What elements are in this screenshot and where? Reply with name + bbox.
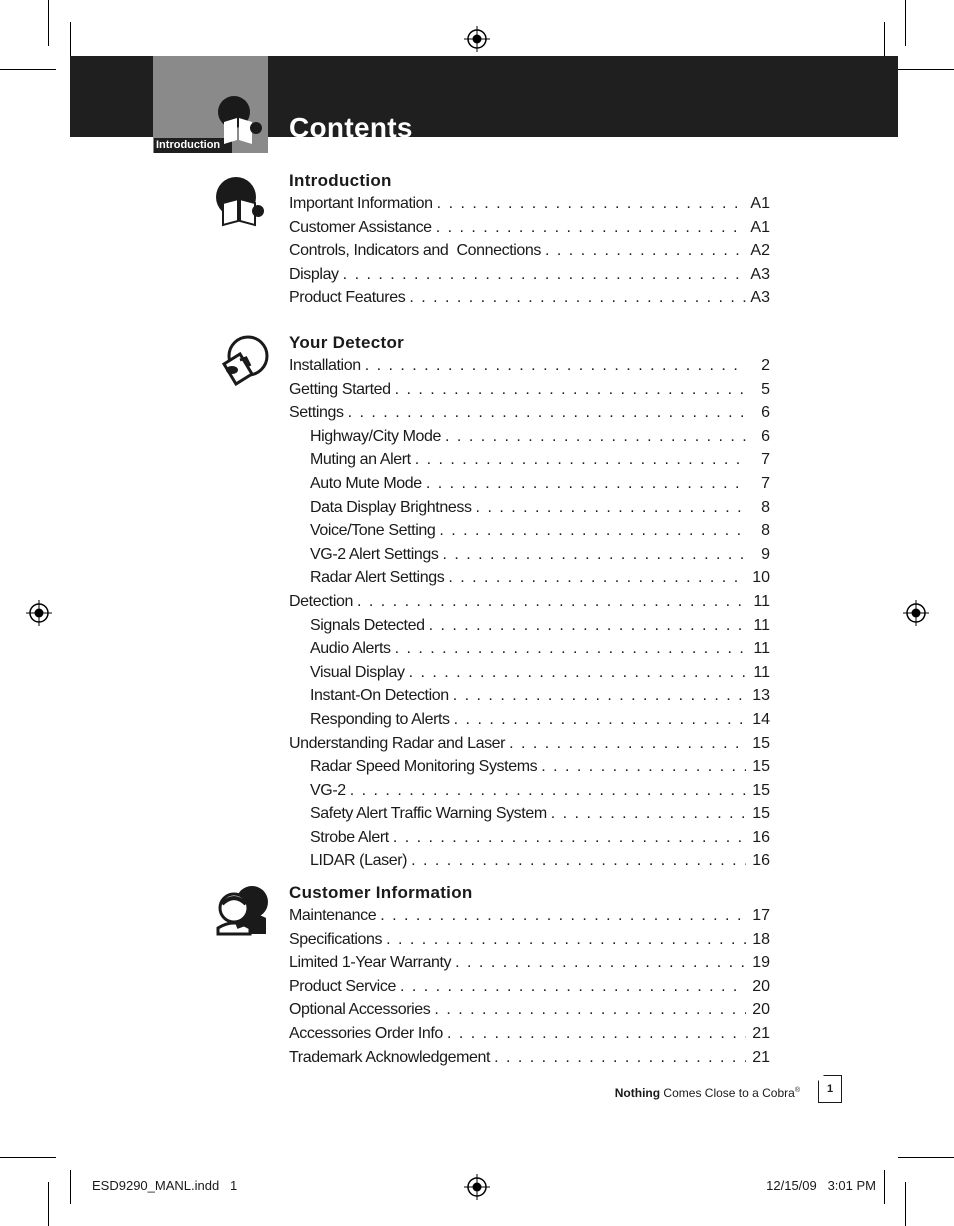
toc-entry-label: VG-2 Alert Settings bbox=[310, 545, 439, 563]
tagline-text: Comes Close to a Cobra bbox=[660, 1086, 795, 1100]
dot-leader bbox=[409, 286, 746, 310]
toc-entry[interactable] bbox=[289, 928, 770, 952]
dot-leader bbox=[426, 472, 746, 496]
crop-mark bbox=[898, 1157, 954, 1158]
registration-mark-icon bbox=[464, 26, 490, 52]
toc-entry[interactable] bbox=[289, 590, 770, 614]
toc-subentry[interactable] bbox=[289, 496, 770, 520]
toc-entry-page: 16 bbox=[752, 828, 770, 846]
toc-subentry[interactable] bbox=[289, 779, 770, 803]
toc-entry-label: Signals Detected bbox=[310, 616, 425, 634]
toc-entry-page: 10 bbox=[752, 569, 770, 587]
dot-leader bbox=[494, 1046, 746, 1070]
toc-entry[interactable] bbox=[289, 998, 770, 1022]
toc-subentry[interactable] bbox=[289, 543, 770, 567]
dot-leader bbox=[357, 590, 746, 614]
toc-entry-page: 11 bbox=[753, 616, 770, 634]
toc-entry-label: Customer Assistance bbox=[289, 218, 432, 236]
toc-entry-page: A2 bbox=[750, 242, 770, 260]
dot-leader bbox=[380, 904, 746, 928]
trademark-symbol: ® bbox=[794, 1087, 800, 1094]
toc-entry-page: A1 bbox=[750, 218, 770, 236]
toc-entry-label: Important Information bbox=[289, 195, 433, 212]
crop-mark bbox=[884, 22, 885, 56]
toc-subentry[interactable] bbox=[289, 826, 770, 850]
toc-entry-page: 16 bbox=[752, 852, 770, 870]
toc-entry-label: Product Features bbox=[289, 289, 406, 307]
registration-mark-icon bbox=[26, 600, 52, 626]
registration-mark-icon bbox=[903, 600, 929, 626]
toc-entry-page: 7 bbox=[761, 451, 770, 469]
toc-entry[interactable] bbox=[289, 263, 770, 287]
toc-entry-page: 8 bbox=[761, 522, 770, 540]
toc-section-title: Introduction bbox=[289, 171, 392, 190]
toc-entry-page: 9 bbox=[761, 545, 770, 563]
toc-entry-label: Optional Accessories bbox=[289, 1001, 431, 1019]
toc-subentry[interactable] bbox=[289, 802, 770, 826]
section-tab-label: Introduction bbox=[154, 138, 232, 153]
toc-entry-page: 11 bbox=[753, 592, 770, 610]
dot-leader bbox=[476, 496, 746, 520]
footer-tagline bbox=[615, 1083, 800, 1101]
dot-leader bbox=[447, 1022, 746, 1046]
dot-leader bbox=[434, 998, 746, 1022]
toc-section-title: Your Detector bbox=[289, 333, 405, 352]
dot-leader bbox=[541, 755, 746, 779]
toc-entry-label: Audio Alerts bbox=[310, 640, 391, 658]
toc-entry[interactable] bbox=[289, 378, 770, 402]
customer-service-icon bbox=[214, 884, 270, 936]
toc-entry[interactable] bbox=[289, 286, 770, 310]
toc-entry-label: Installation bbox=[289, 357, 361, 374]
toc-entry-label: Strobe Alert bbox=[310, 828, 389, 846]
toc-subentry[interactable] bbox=[289, 637, 770, 661]
dot-leader bbox=[429, 614, 746, 638]
dot-leader bbox=[455, 951, 746, 975]
toc-entry[interactable] bbox=[289, 904, 770, 928]
toc-entry-page: 7 bbox=[761, 474, 770, 492]
toc-entry-page: 18 bbox=[752, 930, 770, 948]
toc-entry-label: Specifications bbox=[289, 930, 383, 948]
toc-section-your-detector bbox=[289, 331, 770, 873]
toc-subentry[interactable] bbox=[289, 566, 770, 590]
toc-entry-page: 20 bbox=[752, 977, 770, 995]
toc-entry-label: Getting Started bbox=[289, 380, 391, 398]
toc-entry-page: A1 bbox=[750, 195, 770, 212]
toc-subentry[interactable] bbox=[289, 472, 770, 496]
dot-leader bbox=[395, 378, 746, 402]
toc-section-title: Customer Information bbox=[289, 883, 473, 902]
toc-subentry[interactable] bbox=[289, 614, 770, 638]
detector-icon bbox=[218, 334, 270, 386]
toc-entry[interactable] bbox=[289, 354, 770, 378]
toc-entry[interactable] bbox=[289, 732, 770, 756]
toc-entry-label: Limited 1-Year Warranty bbox=[289, 954, 452, 972]
dot-leader bbox=[365, 354, 746, 378]
toc-entry-label: Visual Display bbox=[310, 663, 405, 681]
dot-leader bbox=[437, 192, 746, 216]
toc-entry-page: A3 bbox=[750, 289, 770, 307]
toc-entry[interactable] bbox=[289, 401, 770, 425]
toc-subentry[interactable] bbox=[289, 708, 770, 732]
toc-entry-page: 8 bbox=[761, 498, 770, 516]
toc-subentry[interactable] bbox=[289, 519, 770, 543]
toc-subentry[interactable] bbox=[289, 849, 770, 873]
toc-entry-label: Data Display Brightness bbox=[310, 498, 472, 516]
dot-leader bbox=[343, 263, 746, 287]
toc-entry-label: Controls, Indicators and Connections bbox=[289, 242, 542, 260]
toc-subentry[interactable] bbox=[289, 684, 770, 708]
toc-entry[interactable] bbox=[289, 1022, 770, 1046]
dot-leader bbox=[395, 637, 746, 661]
dot-leader bbox=[448, 566, 746, 590]
toc-entry-label: Accessories Order Info bbox=[289, 1024, 443, 1042]
toc-entry-page: 11 bbox=[753, 640, 770, 658]
dot-leader bbox=[445, 425, 746, 449]
toc-entry-page: 2 bbox=[761, 357, 770, 374]
dot-leader bbox=[454, 708, 746, 732]
toc-entry-label: Trademark Acknowledgement bbox=[289, 1048, 491, 1066]
toc-subentry[interactable] bbox=[289, 448, 770, 472]
crop-mark bbox=[0, 69, 56, 70]
crop-mark bbox=[0, 1157, 56, 1158]
toc-entry-label: Safety Alert Traffic Warning System bbox=[310, 805, 547, 823]
toc-entry-page: 6 bbox=[761, 404, 770, 422]
dot-leader bbox=[386, 928, 746, 952]
toc-entry-label: Display bbox=[289, 265, 339, 283]
toc-entry[interactable] bbox=[289, 192, 770, 216]
dot-leader bbox=[442, 543, 746, 567]
dot-leader bbox=[415, 448, 746, 472]
slug-datetime: 12/15/09 3:01 PM bbox=[766, 1178, 876, 1193]
slug-filename: ESD9290_MANL.indd 1 bbox=[92, 1178, 238, 1193]
toc-entry-page: 21 bbox=[752, 1048, 770, 1066]
crop-mark bbox=[905, 1182, 906, 1226]
toc-entry-page: 15 bbox=[752, 805, 770, 823]
toc-entry[interactable] bbox=[289, 239, 770, 263]
tagline-bold: Nothing bbox=[614, 1086, 661, 1100]
toc-entry-label: Understanding Radar and Laser bbox=[289, 734, 506, 752]
toc-entry-label: Radar Alert Settings bbox=[310, 569, 445, 587]
toc-entry-page: A3 bbox=[750, 265, 770, 283]
dot-leader bbox=[393, 826, 746, 850]
book-icon bbox=[218, 92, 266, 148]
toc-entry-label: Highway/City Mode bbox=[310, 427, 442, 445]
toc-entry-page: 20 bbox=[752, 1001, 770, 1019]
toc-entry-label: Voice/Tone Setting bbox=[310, 522, 436, 540]
dot-leader bbox=[551, 802, 746, 826]
toc-entry-label: Instant-On Detection bbox=[310, 687, 449, 705]
toc-entry-page: 11 bbox=[753, 663, 770, 681]
toc-entry[interactable] bbox=[289, 951, 770, 975]
toc-entry[interactable] bbox=[289, 975, 770, 999]
toc-entry-label: Responding to Alerts bbox=[310, 710, 450, 728]
crop-mark bbox=[898, 69, 954, 70]
toc-entry[interactable] bbox=[289, 1046, 770, 1070]
crop-mark bbox=[884, 1170, 885, 1204]
toc-entry[interactable] bbox=[289, 216, 770, 240]
toc-entry-label: VG-2 bbox=[310, 781, 346, 799]
book-icon bbox=[214, 175, 268, 229]
toc-entry-label: Settings bbox=[289, 404, 344, 422]
crop-mark bbox=[70, 22, 71, 56]
dot-leader bbox=[409, 661, 746, 685]
toc-entry-page: 21 bbox=[752, 1024, 770, 1042]
dot-leader bbox=[348, 401, 746, 425]
toc-entry-label: Product Service bbox=[289, 977, 396, 995]
toc-subentry[interactable] bbox=[289, 661, 770, 685]
registration-mark-icon bbox=[464, 1174, 490, 1200]
toc-entry-label: LIDAR (Laser) bbox=[310, 852, 408, 870]
toc-section-customer-information bbox=[289, 881, 770, 1069]
toc-subentry[interactable] bbox=[289, 425, 770, 449]
toc-entry-page: 6 bbox=[761, 427, 770, 445]
dot-leader bbox=[509, 732, 746, 756]
crop-mark bbox=[905, 0, 906, 46]
toc-entry-label: Muting an Alert bbox=[310, 451, 411, 469]
dot-leader bbox=[411, 849, 746, 873]
toc-entry-page: 15 bbox=[752, 734, 770, 752]
toc-entry-page: 19 bbox=[752, 954, 770, 972]
page-title: Contents bbox=[289, 112, 413, 143]
toc-entry-label: Radar Speed Monitoring Systems bbox=[310, 758, 538, 776]
crop-mark bbox=[70, 1170, 71, 1204]
toc-entry-label: Auto Mute Mode bbox=[310, 474, 422, 492]
toc-entry-label: Maintenance bbox=[289, 907, 377, 924]
crop-mark bbox=[48, 1182, 49, 1226]
toc-entry-page: 13 bbox=[752, 687, 770, 705]
toc-section-introduction bbox=[289, 169, 770, 310]
dot-leader bbox=[400, 975, 746, 999]
toc-entry-page: 14 bbox=[752, 710, 770, 728]
toc-entry-page: 17 bbox=[752, 907, 770, 924]
toc-entry-page: 15 bbox=[752, 758, 770, 776]
dot-leader bbox=[545, 239, 746, 263]
toc-entry-label: Detection bbox=[289, 592, 353, 610]
toc-entry-page: 15 bbox=[752, 781, 770, 799]
crop-mark bbox=[48, 0, 49, 46]
dot-leader bbox=[436, 216, 746, 240]
toc-entry-page: 5 bbox=[761, 380, 770, 398]
dot-leader bbox=[439, 519, 746, 543]
dot-leader bbox=[453, 684, 746, 708]
toc-subentry[interactable] bbox=[289, 755, 770, 779]
dot-leader bbox=[350, 779, 746, 803]
page-number: 1 bbox=[818, 1075, 842, 1103]
